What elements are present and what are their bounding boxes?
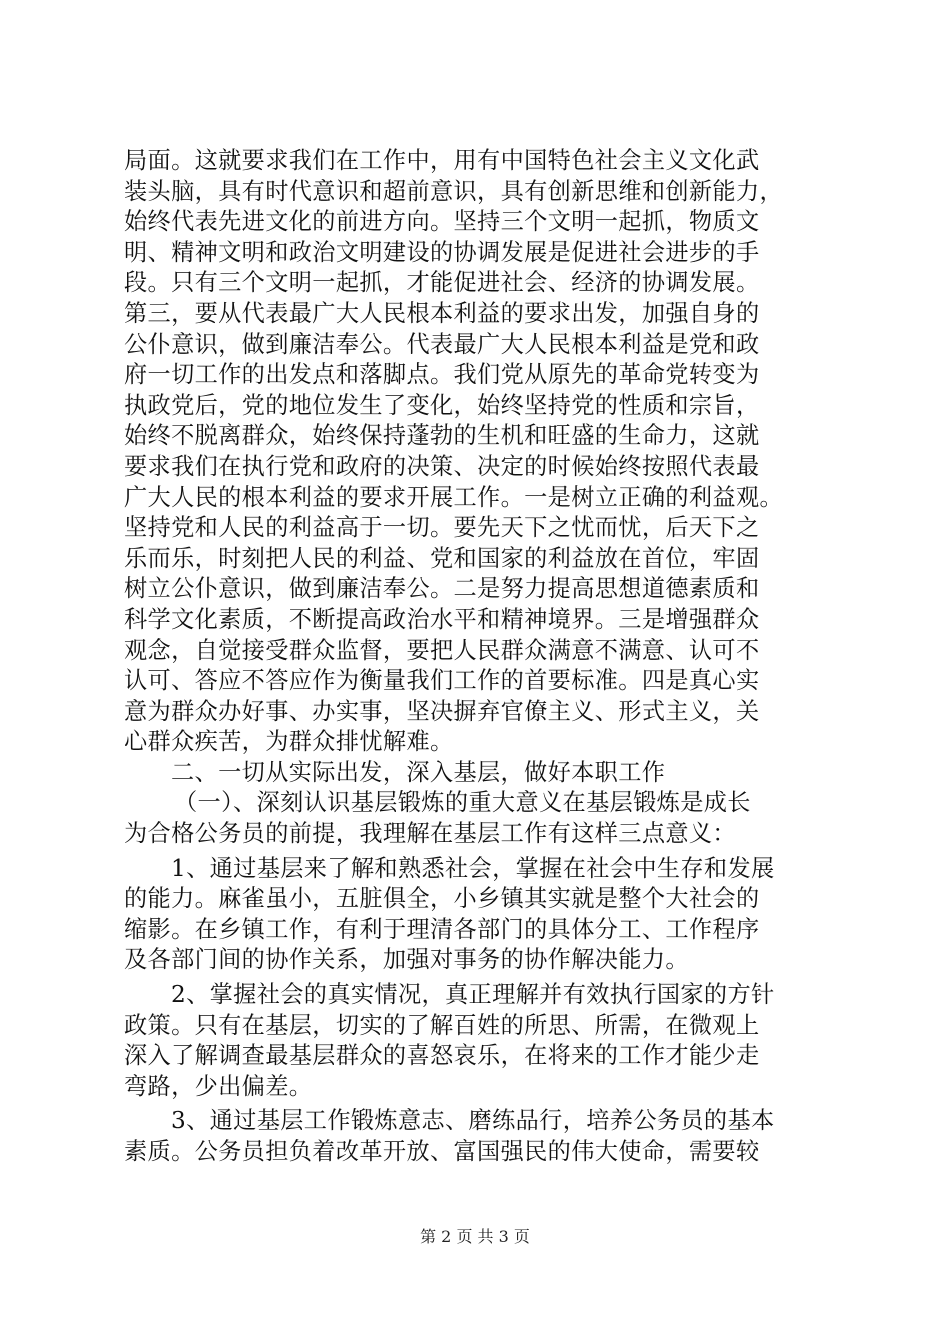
text-line: 局面。这就要求我们在工作中，用有中国特色社会主义文化武 [124, 147, 760, 174]
text-line: 广大人民的根本利益的要求开展工作。一是树立正确的利益观。 [124, 483, 784, 511]
text-line: 素质。公务员担负着改革开放、富国强民的伟大使命，需要较 [124, 1138, 760, 1165]
text-line: 为合格公务员的前提，我理解在基层工作有这样三点意义： [124, 820, 736, 848]
text-line: 观念，自觉接受群众监督，要把人民群众满意不满意、认可不 [124, 636, 760, 664]
text-line: 坚持党和人民的利益高于一切。要先天下之忧而忧，后天下之 [124, 514, 760, 542]
text-line: 树立公仆意识，做到廉洁奉公。二是努力提高思想道德素质和 [124, 575, 760, 603]
text-line: 意为群众办好事、办实事，坚决摒弃官僚主义、形式主义，关 [124, 697, 760, 725]
document-body [124, 146, 832, 1168]
text-line: 及各部门间的协作关系，加强对事务的协作解决能力。 [124, 946, 689, 974]
text-line: 装头脑，具有时代意识和超前意识，具有创新思维和创新能力， [124, 177, 784, 205]
text-line: 缩影。在乡镇工作，有利于理清各部门的具体分工、工作程序 [124, 915, 760, 943]
text-line: 3、通过基层工作锻炼意志、磨练品行，培养公务员的基本 [171, 1107, 775, 1135]
text-line: 府一切工作的出发点和落脚点。我们党从原先的革命党转变为 [124, 361, 760, 389]
point-1-paragraph [124, 854, 832, 976]
text-line: 的能力。麻雀虽小，五脏俱全，小乡镇其实就是整个大社会的 [124, 885, 760, 913]
text-line: 认可、答应不答应作为衡量我们工作的首要标准。四是真心实 [124, 667, 760, 695]
text-line: 第三，要从代表最广大人民根本利益的要求出发，加强自身的 [124, 299, 760, 327]
text-line: 段。只有三个文明一起抓，才能促进社会、经济的协调发展。 [124, 269, 760, 297]
section-heading: 二、一切从实际出发，深入基层，做好本职工作 [171, 758, 666, 786]
text-line: 弯路，少出偏差。 [124, 1072, 313, 1100]
text-line: 明、精神文明和政治文明建设的协调发展是促进社会进步的手 [124, 238, 760, 266]
text-line: 执政党后，党的地位发生了变化，始终坚持党的性质和宗旨， [124, 391, 760, 419]
text-line: 深入了解调查最基层群众的喜怒哀乐，在将来的工作才能少走 [124, 1042, 760, 1070]
point-2-paragraph [124, 980, 832, 1102]
text-line: 心群众疾苦，为群众排忧解难。 [124, 728, 454, 756]
paragraph-intro [124, 146, 832, 758]
text-line: 2、掌握社会的真实情况，真正理解并有效执行国家的方针 [171, 981, 775, 1009]
text-line: 公仆意识，做到廉洁奉公。代表最广大人民根本利益是党和政 [124, 330, 760, 358]
page-number-footer: 第 2 页 共 3 页 [420, 1227, 530, 1246]
text-line: 政策。只有在基层，切实的了解百姓的所思、所需，在微观上 [124, 1011, 760, 1039]
text-line: 科学文化素质，不断提高政治水平和精神境界。三是增强群众 [124, 605, 760, 633]
text-line: 1、通过基层来了解和熟悉社会，掌握在社会中生存和发展 [171, 854, 775, 882]
text-line: （一）、深刻认识基层锻炼的重大意义在基层锻炼是成长 [174, 789, 751, 817]
text-line: 始终不脱离群众，始终保持蓬勃的生机和旺盛的生命力，这就 [124, 422, 760, 450]
point-3-paragraph [124, 1106, 832, 1167]
text-line: 要求我们在执行党和政府的决策、决定的时候始终按照代表最 [124, 452, 760, 480]
text-line: 始终代表先进文化的前进方向。坚持三个文明一起抓，物质文 [124, 208, 760, 236]
subsection-intro [124, 788, 832, 849]
text-line: 乐而乐，时刻把人民的利益、党和国家的利益放在首位，牢固 [124, 544, 760, 572]
